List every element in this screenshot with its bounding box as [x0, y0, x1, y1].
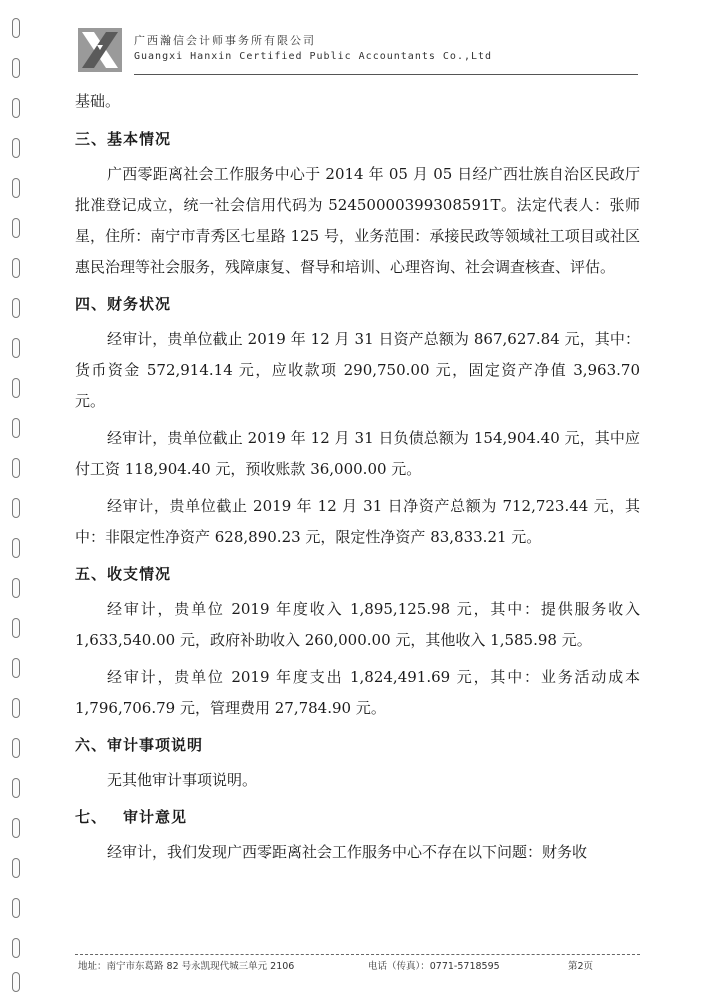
paragraph-expense: 经审计，贵单位 2019 年度支出 1,824,491.69 元，其中：业务活动成本 1,796,706.79 元，管理费用 27,784.90 元。 — [75, 668, 640, 717]
punch-hole — [12, 378, 20, 398]
paragraph-assets: 经审计，贵单位截止 2019 年 12 月 31 日资产总额为 867,627.84 元，其中：货币资金 572,914.14 元，应收款项 290,750.00 元，固定资产净值 3,963.70 元。 — [75, 330, 640, 410]
punch-hole — [12, 858, 20, 878]
section-number: 五、 — [75, 565, 108, 583]
header-divider — [134, 74, 638, 75]
section-title: 收支情况 — [107, 565, 172, 583]
punch-hole — [12, 418, 20, 438]
section-title: 基本情况 — [107, 130, 172, 148]
paragraph-income: 经审计，贵单位 2019 年度收入 1,895,125.98 元，其中：提供服务收入 1,633,540.00 元，政府补助收入 260,000.00 元，其他收入 1,585.98 元。 — [75, 600, 640, 649]
section-title: 审计事项说明 — [107, 736, 204, 754]
section-title: 审计意见 — [123, 808, 188, 826]
section-number: 七、 — [75, 808, 108, 826]
letterhead — [78, 24, 638, 82]
section-number: 四、 — [75, 295, 108, 313]
section-heading-audit-notes — [75, 730, 640, 761]
punch-hole — [12, 138, 20, 158]
punch-hole — [12, 778, 20, 798]
punch-hole — [12, 498, 20, 518]
punch-hole — [12, 972, 20, 992]
firm-name-en: Guangxi Hanxin Certified Public Accountants Co.,Ltd — [134, 51, 493, 62]
section-heading-audit-opinion — [75, 802, 640, 833]
punch-hole — [12, 578, 20, 598]
paragraph-audit-opinion: 经审计，我们发现广西零距离社会工作服务中心不存在以下问题：财务收 — [107, 843, 588, 861]
section-heading-income-expense — [75, 559, 640, 590]
hanxin-logo — [78, 28, 122, 72]
footer-divider — [75, 954, 640, 955]
punch-hole — [12, 98, 20, 118]
document-body — [75, 86, 640, 868]
binding-punch-strip — [10, 0, 24, 1000]
footer-phone: 电话（传真）：0771-5718595 — [368, 961, 500, 972]
punch-hole — [12, 538, 20, 558]
punch-hole — [12, 218, 20, 238]
section-heading-basic-info — [75, 124, 640, 155]
continued-paragraph: 基础。 — [75, 92, 121, 110]
punch-hole — [12, 458, 20, 478]
punch-hole — [12, 898, 20, 918]
paragraph-audit-notes: 无其他审计事项说明。 — [107, 771, 258, 789]
punch-hole — [12, 58, 20, 78]
section-title: 财务状况 — [107, 295, 172, 313]
punch-hole — [12, 658, 20, 678]
footer-page-number: 第2页 — [568, 961, 594, 972]
section-number: 六、 — [75, 736, 108, 754]
footer-address: 地址：南宁市东葛路 82 号永凯现代城三单元 2106 — [78, 961, 295, 972]
section-number: 三、 — [75, 130, 108, 148]
firm-name-cn: 广西瀚信会计师事务所有限公司 — [134, 34, 316, 47]
punch-hole — [12, 738, 20, 758]
punch-hole — [12, 18, 20, 38]
paragraph-liabilities: 经审计，贵单位截止 2019 年 12 月 31 日负债总额为 154,904.40 元，其中应付工资 118,904.40 元，预收账款 36,000.00 元。 — [75, 429, 640, 478]
paragraph-net-assets: 经审计，贵单位截止 2019 年 12 月 31 日净资产总额为 712,723.44 元，其中：非限定性净资产 628,890.23 元，限定性净资产 83,833.21 元。 — [75, 497, 640, 546]
punch-hole — [12, 338, 20, 358]
punch-hole — [12, 818, 20, 838]
punch-hole — [12, 698, 20, 718]
punch-hole — [12, 938, 20, 958]
paragraph-basic-info: 广西零距离社会工作服务中心于 2014 年 05 月 05 日经广西壮族自治区民政厅批准登记成立，统一社会信用代码为 52450000399308591T。法定代表人：张师星，住所：南宁市青秀区七星路 125 号，业务范围：承接民政等领域社工项目或社区惠民治理等社会服务，残障康复、督导和培训、心理咨询、社会调查核查、评估。 — [75, 165, 640, 276]
punch-hole — [12, 258, 20, 278]
section-heading-financial-status — [75, 289, 640, 320]
punch-hole — [12, 178, 20, 198]
punch-hole — [12, 298, 20, 318]
punch-hole — [12, 618, 20, 638]
